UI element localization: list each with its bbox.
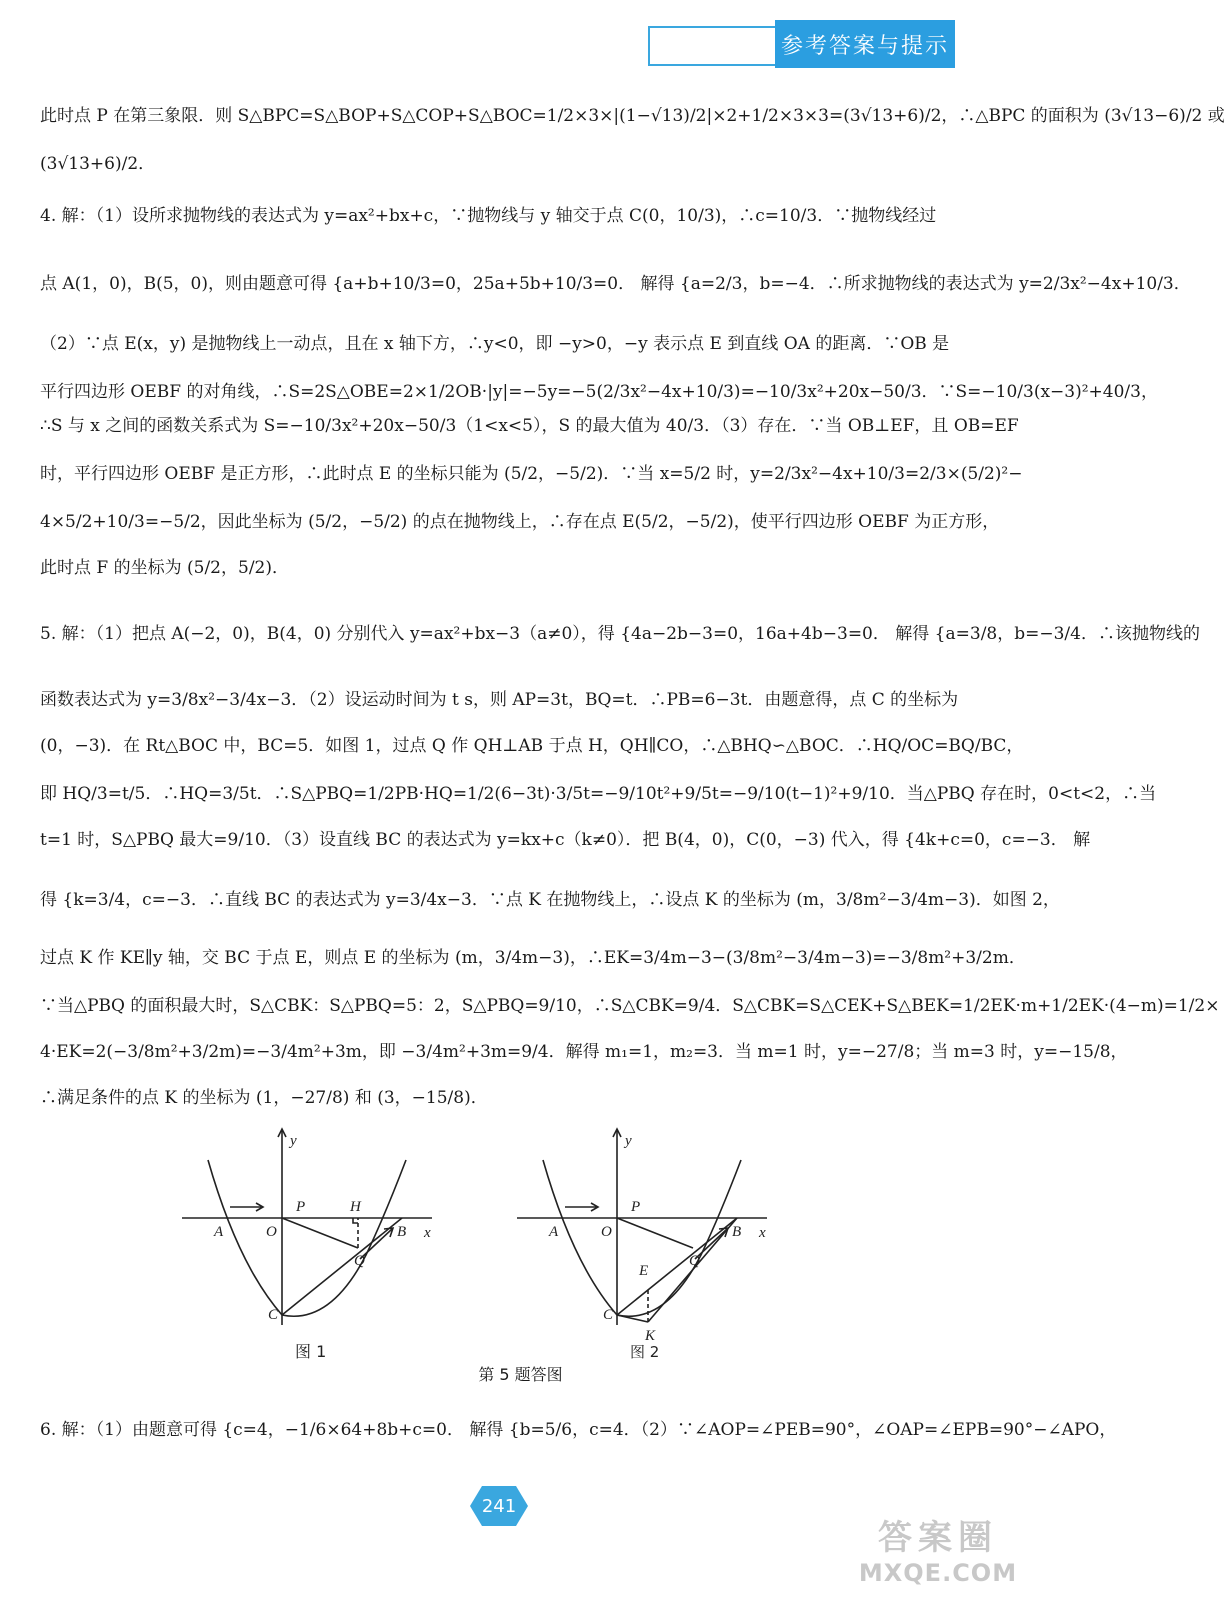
label-B: B [397,1224,407,1240]
label-B: B [732,1224,742,1240]
label-y: y [625,1133,632,1149]
label-Q: Q [354,1253,365,1269]
text-line: 函数表达式为 y=3/8x²−3/4x−3．（2）设运动时间为 t s，则 AP=3t，BQ=t．∴PB=6−3t．由题意得，点 C 的坐标为 [40,690,959,710]
text-line: 4·EK=2(−3/8m²+3/2m)=−3/4m²+3m，即 −3/4m²+3m=9/4．解得 m₁=1，m₂=3．当 m=1 时，y=−27/8；当 m=3 时，y=−15/8， [40,1042,1128,1062]
text-line: 点 A(1，0)，B(5，0)，则由题意可得 {a+b+10/3=0，25a+5b+10/3=0． 解得 {a=2/3，b=−4．∴所求抛物线的表达式为 y=2/3x²−4x+10/3． [40,274,1191,294]
text-line: ∵当△PBQ 的面积最大时，S△CBK：S△PBQ=5：2，S△PBQ=9/10，∴S△CBK=9/4．S△CBK=S△CEK+S△BEK=1/2EK·m+1/2EK·(4−m)=1/2× [40,996,1220,1016]
figure-1-diagram [170,1125,460,1365]
watermark-line-2: MXQE.COM [858,1559,1018,1587]
text-line: （2）∵点 E(x，y) 是抛物线上一动点，且在 x 轴下方，∴y<0，即 −y>0，−y 表示点 E 到直线 OA 的距离．∵OB 是 [40,334,950,354]
figure-2-diagram [505,1125,795,1365]
label-H: H [350,1199,361,1215]
header-decoration-box [648,26,780,66]
header-section-tab: 参考答案与提示 [775,20,955,68]
text-line: (3√13+6)/2． [40,154,156,174]
label-y: y [290,1133,297,1149]
text-line: 6. 解：（1）由题意可得 {c=4，−1/6×64+8b+c=0． 解得 {b=5/6，c=4．（2）∵∠AOP=∠PEB=90°，∠OAP=∠EPB=90°−∠APO， [40,1420,1117,1440]
figure-group-caption: 第 5 题答图 [478,1365,563,1384]
label-P: P [296,1199,306,1215]
label-P: P [631,1199,641,1215]
segment-CB [282,1218,402,1315]
label-A: A [214,1224,224,1240]
text-line: ∴S 与 x 之间的函数关系式为 S=−10/3x²+20x−50/3（1<x<5），S 的最大值为 40/3．（3）存在．∵当 OB⊥EF，且 OB=EF [40,416,1019,436]
label-x: x [759,1225,766,1241]
text-line: 得 {k=3/4，c=−3．∴直线 BC 的表达式为 y=3/4x−3．∵点 K 在抛物线上，∴设点 K 的坐标为 (m，3/8m²−3/4m−3)．如图 2， [40,890,1060,910]
text-line: 此时点 P 在第三象限．则 S△BPC=S△BOP+S△COP+S△BOC=1/2×3×|(1−√13)/2|×2+1/2×3×3=(3√13+6)/2，∴△BPC 的面积为 (3√13−6)/2 或 [40,106,1225,126]
label-A: A [549,1224,559,1240]
text-line: 5. 解：（1）把点 A(−2，0)，B(4，0) 分别代入 y=ax²+bx−3（a≠0），得 {4a−2b−3=0，16a+4b−3=0． 解得 {a=3/8，b=−3/4．∴该抛物线的 [40,624,1200,644]
label-O: O [266,1224,277,1240]
text-line: 即 HQ/3=t/5．∴HQ=3/5t．∴S△PBQ=1/2PB·HQ=1/2(6−3t)·3/5t=−9/10t²+9/5t=−9/10(t−1)²+9/10．当△PBQ 存在时，0<t<2，∴当 [40,784,1157,804]
watermark-line-1: 答案圈 [878,1518,998,1558]
text-line: 平行四边形 OEBF 的对角线，∴S=2S△OBE=2×1/2OB·|y|=−5y=−5(2/3x²−4x+10/3)=−10/3x²+20x−50/3．∵S=−10/3(x−3)²+40/3， [40,382,1158,402]
text-line: (0，−3)．在 Rt△BOC 中，BC=5．如图 1，过点 Q 作 QH⊥AB 于点 H，QH∥CO，∴△BHQ∽△BOC．∴HQ/OC=BQ/BC， [40,736,1024,756]
page-number: 241 [481,1495,517,1517]
text-line: 时，平行四边形 OEBF 是正方形，∴此时点 E 的坐标只能为 (5/2，−5/2)．∵当 x=5/2 时，y=2/3x²−4x+10/3=2/3×(5/2)²− [40,464,1023,484]
watermark [848,1510,1028,1590]
text-line: 此时点 F 的坐标为 (5/2，5/2)． [40,558,289,578]
segment-KB [648,1218,737,1322]
label-E: E [639,1263,649,1279]
text-line: 4. 解：（1）设所求抛物线的表达式为 y=ax²+bx+c，∵抛物线与 y 轴交于点 C(0，10/3)，∴c=10/3．∵抛物线经过 [40,206,937,226]
label-O: O [601,1224,612,1240]
figure-2-caption: 图 2 [630,1343,660,1361]
label-C: C [268,1307,279,1323]
figure-1-caption: 图 1 [295,1342,327,1361]
segment-CB [617,1218,737,1315]
text-line: 4×5/2+10/3=−5/2，因此坐标为 (5/2，−5/2) 的点在抛物线上，∴存在点 E(5/2，−5/2)，使平行四边形 OEBF 为正方形， [40,512,1000,532]
label-Q: Q [689,1253,700,1269]
segment-PQ [617,1218,693,1248]
text-line: t=1 时，S△PBQ 最大=9/10．（3）设直线 BC 的表达式为 y=kx+c（k≠0）．把 B(4，0)，C(0，−3) 代入，得 {4k+c=0，c=−3． 解 [40,830,1091,850]
label-C: C [603,1307,614,1323]
text-line: 过点 K 作 KE∥y 轴，交 BC 于点 E，则点 E 的坐标为 (m，3/4m−3)，∴EK=3/4m−3−(3/8m²−3/4m−3)=−3/8m²+3/2m． [40,948,1026,968]
text-line: ∴满足条件的点 K 的坐标为 (1，−27/8) 和 (3，−15/8)． [40,1088,488,1108]
segment-PQ [282,1218,358,1248]
label-x: x [424,1225,431,1241]
label-K: K [645,1328,656,1344]
